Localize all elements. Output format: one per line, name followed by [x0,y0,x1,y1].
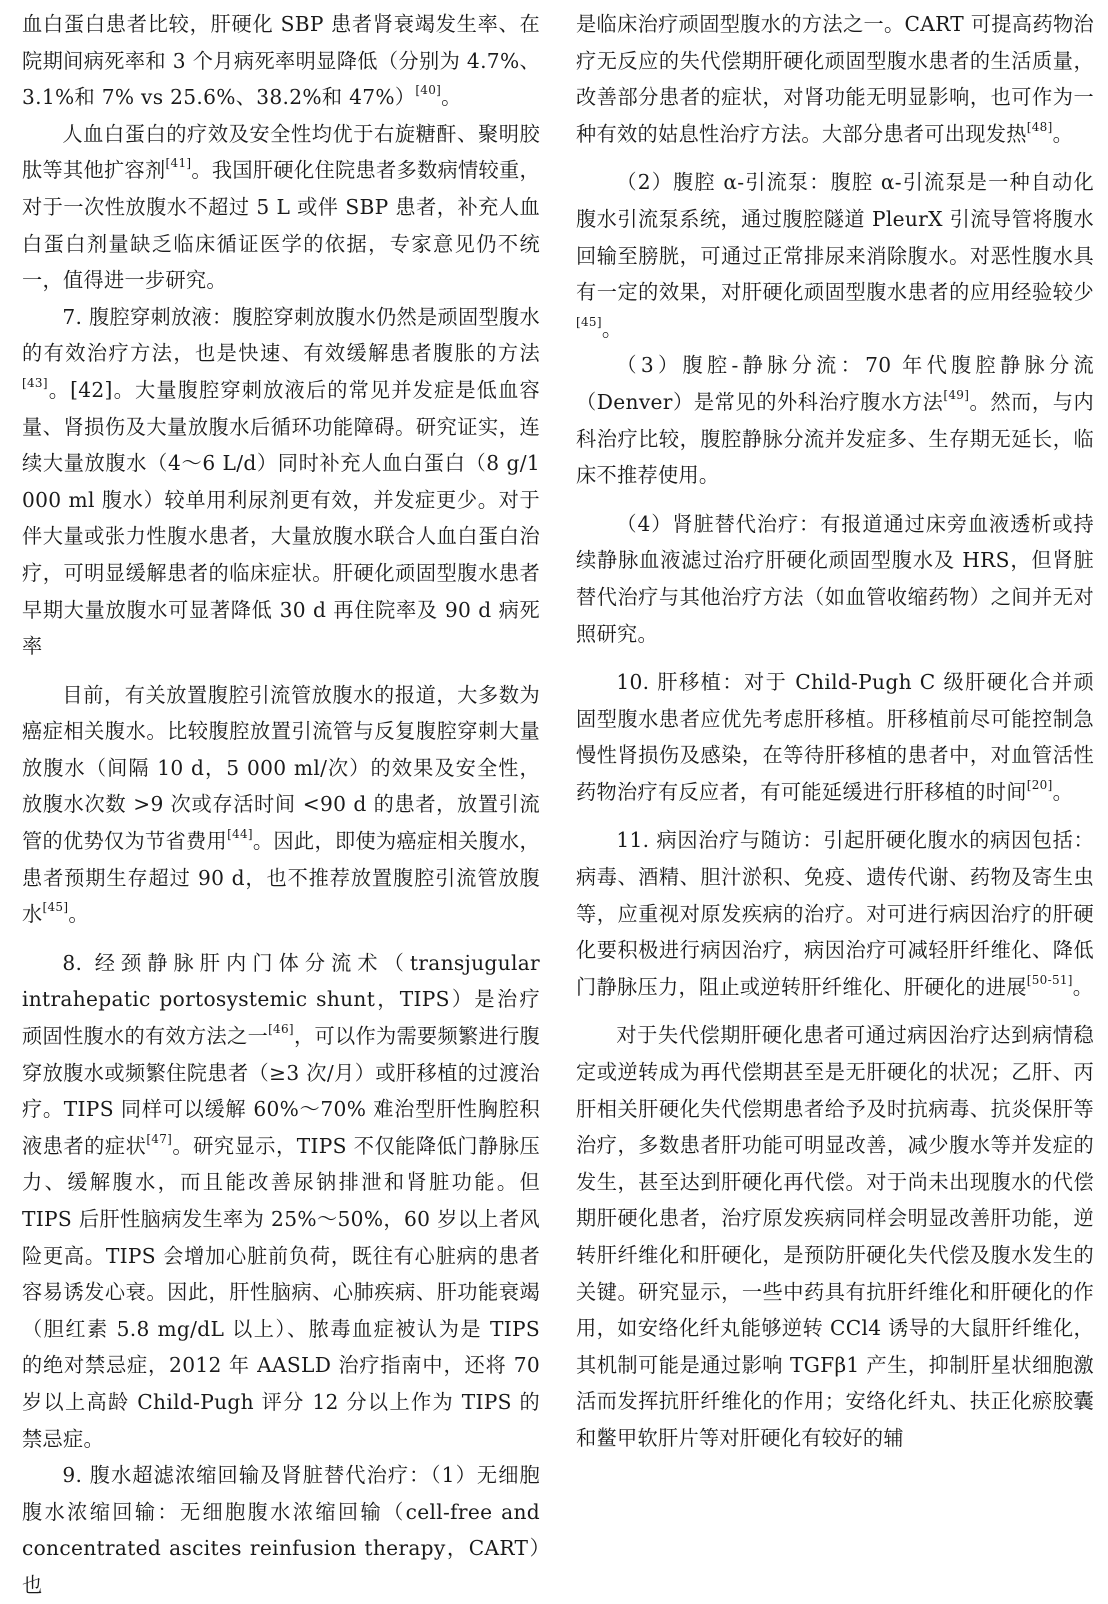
citation: [45] [42,900,69,915]
right-column [576,6,1094,1604]
citation: [44] [227,826,253,841]
right-paragraph-5: 10. 肝移植：对于 Child-Pugh C 级肝硬化合并顽固型腹水患者应优先考虑肝移植。肝移植前尽可能控制急慢性肾损伤及感染，在等待肝移植的患者中，对血管活性药物治疗有反应者，有可能延缓进行肝移植的时间[20]。 [576,670,1094,804]
right-paragraph-2: （2）腹腔 α-引流泵：腹腔 α-引流泵是一种自动化腹水引流泵系统，通过腹腔隧道 PleurX 引流导管将腹水回输至膀胱，可通过正常排尿来消除腹水。对恶性腹水具有一定的效果，对肝硬化顽固型腹水患者的应用经验较少[45]。 [576,170,1094,341]
citation: [40] [415,83,442,97]
citation: [50-51] [1026,972,1073,987]
citation: [45] [576,314,602,329]
left-paragraph-1: 血白蛋白患者比较，肝硬化 SBP 患者肾衰竭发生率、在院期间病死率和 3 个月病死率明显降低（分别为 4.7%、3.1%和 7% vs 25.6%、38.2%和 47%）[40]。 [22,12,540,110]
right-paragraph-1: 是临床治疗顽固型腹水的方法之一。CART 可提高药物治疗无反应的失代偿期肝硬化顽固型腹水患者的生活质量，改善部分患者的症状，对肾功能无明显影响，也可作为一种有效的姑息性治疗方法。大部分患者可出现发热[48]。 [576,12,1094,146]
left-paragraph-3: 7. 腹腔穿刺放液：腹腔穿刺放腹水仍然是顽固型腹水的有效治疗方法，也是快速、有效缓解患者腹胀的方法[43]。[42]。大量腹腔穿刺放液后的常见并发症是低血容量、肾损伤及大量放腹水后循环功能障碍。研究证实，连续大量放腹水（4～6 L/d）同时补充人血白蛋白（8 g/1 000 ml 腹水）较单用利尿剂更有效，并发症更少。对于伴大量或张力性腹水患者，大量放腹水联合人血白蛋白治疗，可明显缓解患者的临床症状。肝硬化顽固型腹水患者早期大量放腹水可显著降低 30 d 再住院率及 90 d 病死率 [22,304,540,659]
right-paragraph-4: （4）肾脏替代治疗：有报道通过床旁血液透析或持续静脉血液滤过治疗肝硬化顽固型腹水及 HRS，但肾脏替代治疗与其他治疗方法（如血管收缩药物）之间并无对照研究。 [576,511,1094,646]
right-paragraph-6: 11. 病因治疗与随访：引起肝硬化腹水的病因包括：病毒、酒精、胆汁淤积、免疫、遗传代谢、药物及寄生虫等，应重视对原发疾病的治疗。对可进行病因治疗的肝硬化要积极进行病因治疗，病因治疗可减轻肝纤维化、降低门静脉压力，阻止或逆转肝纤维化、肝硬化的进展[50-51]。 [576,828,1094,999]
citation: [49] [943,387,970,402]
right-paragraph-7: 对于失代偿期肝硬化患者可通过病因治疗达到病情稳定或逆转成为再代偿期甚至是无肝硬化的状况；乙肝、丙肝相关肝硬化失代偿期患者给予及时抗病毒、抗炎保肝等治疗，多数患者肝功能可明显改善，减少腹水等并发症的发生，甚至达到肝硬化再代偿。对于尚未出现腹水的代偿期肝硬化患者，治疗原发疾病同样会明显改善肝功能，逆转肝纤维化和肝硬化，是预防肝硬化失代偿及腹水发生的关键。研究显示，一些中药具有抗肝纤维化和肝硬化的作用，如安络化纤丸能够逆转 CCl4 诱导的大鼠肝纤维化，其机制可能是通过影响 TGFβ1 产生，抑制肝星状细胞激活而发挥抗肝纤维化的作用；安络化纤丸、扶正化瘀胶囊和鳖甲软肝片等对肝硬化有较好的辅 [576,1023,1094,1450]
citation: [41] [165,156,192,171]
left-column [22,6,540,1604]
citation: [47] [146,1131,173,1146]
left-paragraph-2: 人血白蛋白的疗效及安全性均优于右旋糖酐、聚明胶肽等其他扩容剂[41]。我国肝硬化住院患者多数病情较重，对于一次性放腹水不超过 5 L 或伴 SBP 患者，补充人血白蛋白剂量缺乏临床循证医学的依据，专家意见仍不统一，值得进一步研究。 [22,121,540,293]
two-column-layout [22,6,1094,1604]
left-paragraph-4: 目前，有关放置腹腔引流管放腹水的报道，大多数为癌症相关腹水。比较腹腔放置引流管与反复腹腔穿刺大量放腹水（间隔 10 d，5 000 ml/次）的效果及安全性，放腹水次数 >9 次或存活时间 <90 d 的患者，放置引流管的优势仅为节省费用[44]。因此，即使为癌症相关腹水，患者预期生存超过 90 d，也不推荐放置腹腔引流管放腹水[45]。 [22,682,540,927]
left-paragraph-6: 9. 腹水超滤浓缩回输及肾脏替代治疗：（1）无细胞腹水浓缩回输：无细胞腹水浓缩回输（cell-free and concentrated ascites reinfusion therapy，CART）也 [22,1463,540,1597]
right-paragraph-3: （3）腹腔-静脉分流：70 年代腹腔静脉分流（Denver）是常见的外科治疗腹水方法[49]。然而，与内科治疗比较，腹腔静脉分流并发症多、生存期无延长，临床不推荐使用。 [576,353,1094,488]
citation: [48] [1026,119,1053,134]
citation: [20] [1026,777,1053,792]
citation: [43] [22,375,48,390]
left-paragraph-5: 8. 经颈静脉肝内门体分流术（transjugular intrahepatic portosystemic shunt，TIPS）是治疗顽固性腹水的有效方法之一[46]，可以作为需要频繁进行腹穿放腹水或频繁住院患者（≥3 次/月）或肝移植的过渡治疗。TIPS 同样可以缓解 60%～70% 难治型肝性胸腔积液患者的症状[47]。研究显示，TIPS 不仅能降低门静脉压力、缓解腹水，而且能改善尿钠排泄和肾脏功能。但 TIPS 后肝性脑病发生率为 25%～50%，60 岁以上者风险更高。TIPS 会增加心脏前负荷，既往有心脏病的患者容易诱发心衰。因此，肝性脑病、心肺疾病、肝功能衰竭（胆红素 5.8 mg/dL 以上）、脓毒血症被认为是 TIPS 的绝对禁忌症，2012 年 AASLD 治疗指南中，还将 70 岁以上高龄 Child-Pugh 评分 12 分以上作为 TIPS 的禁忌症。 [22,950,540,1451]
citation: [46] [268,1021,294,1036]
